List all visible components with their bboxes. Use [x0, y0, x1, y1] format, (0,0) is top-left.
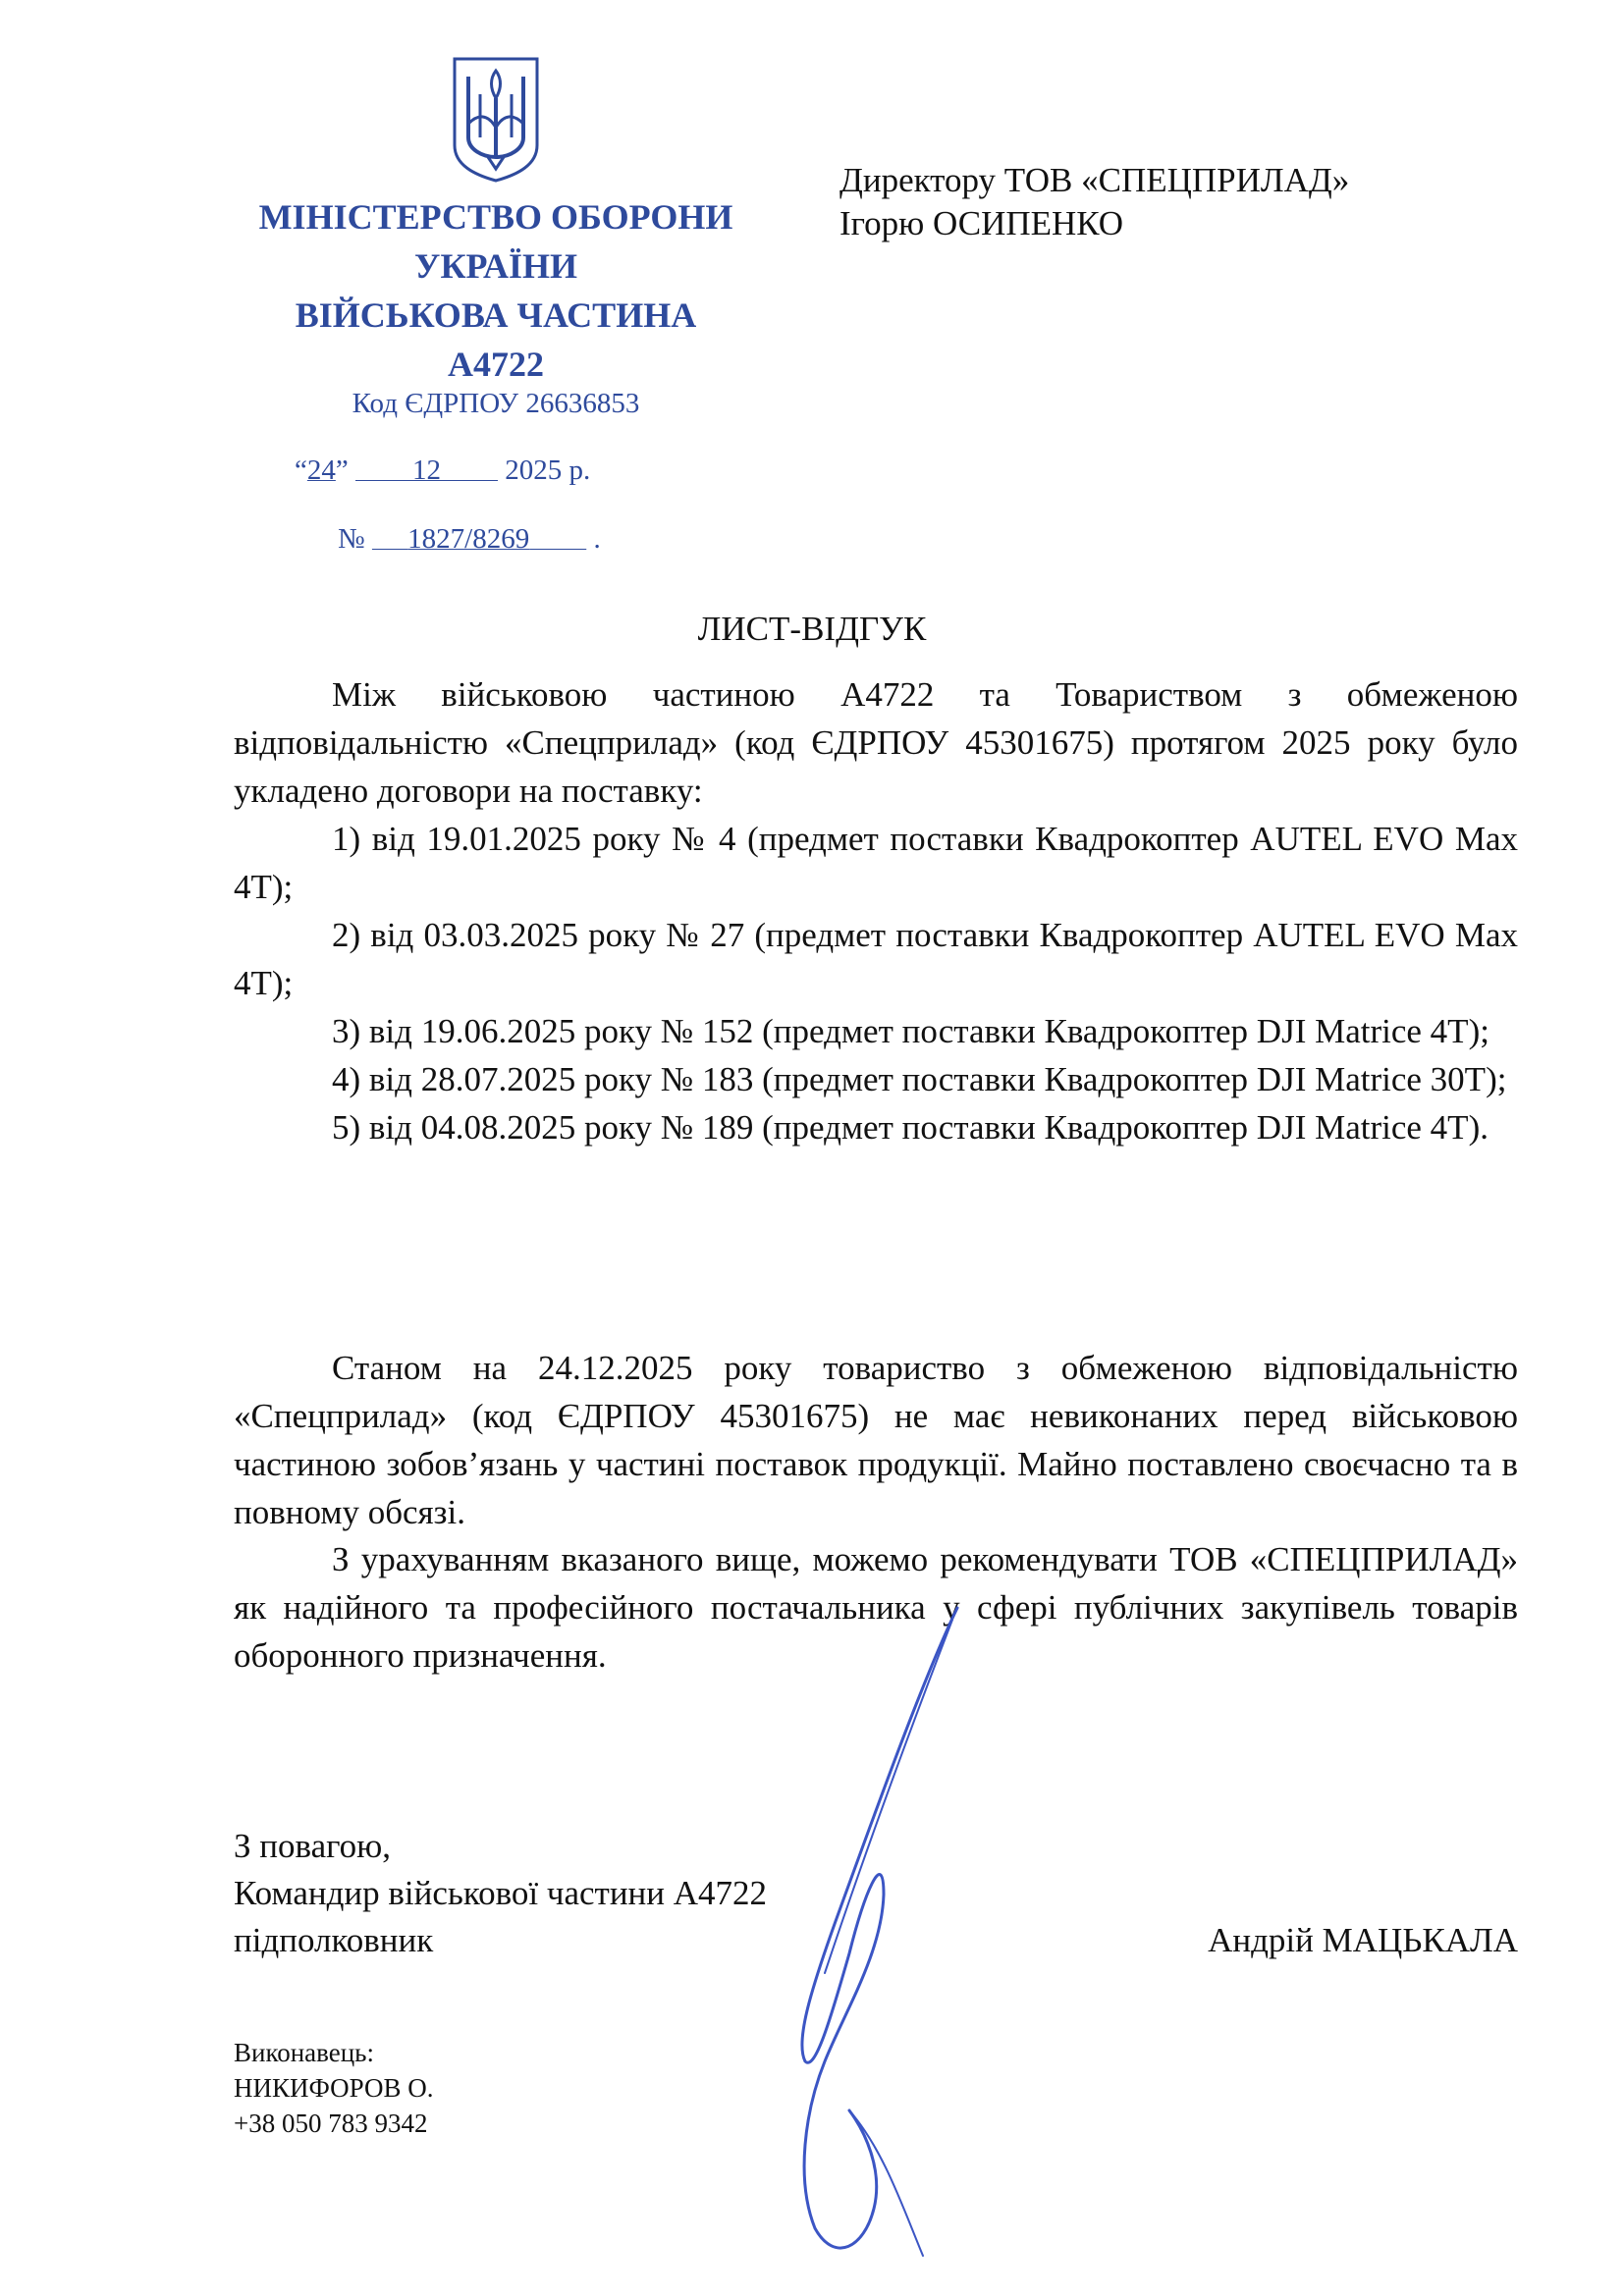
status-paragraph: Станом на 24.12.2025 року товариство з обмеженою відповідальністю «Спецприлад» (код ЄДРПОУ 45301675) не має невиконаних перед військовою частиною зобов’язань у частині поставок продукції. Майно поставлено своєчасно та в повному обсязі.	[234, 1349, 1518, 1531]
list-item: 5) від 04.08.2025 року № 189 (предмет поставки Квадрокоптер DJI Matrice 4T).	[332, 1108, 1489, 1147]
list-item: 1) від 19.01.2025 року № 4 (предмет поставки Квадрокоптер AUTEL EVO Max 4T);	[234, 820, 1518, 906]
org-edrpou-code: Код ЄДРПОУ 26636853	[352, 388, 640, 419]
handwritten-signature	[756, 1600, 972, 2268]
executor-phone: +38 050 783 9342	[234, 2109, 428, 2138]
document-title: ЛИСТ-ВІДГУК	[697, 610, 927, 648]
list-item: 2) від 03.03.2025 року № 27 (предмет поставки Квадрокоптер AUTEL EVO Max 4T);	[234, 916, 1518, 1002]
letter-number: № 1827/8269 .	[338, 523, 601, 555]
contracts-list	[234, 815, 1518, 1151]
addressee-line2: Ігорю ОСИПЕНКО	[839, 204, 1124, 242]
org-unit-line: ВІЙСЬКОВА ЧАСТИНА	[295, 295, 697, 335]
intro-paragraph: Між військовою частиною А4722 та Товариством з обмеженою відповідальністю «Спецприлад» (код ЄДРПОУ 45301675) протягом 2025 року було укладено договори на поставку:	[234, 675, 1518, 810]
number-value: 1827/8269	[407, 523, 530, 555]
signer-position: Командир військової частини А4722	[234, 1874, 768, 1912]
date-day: 24	[306, 454, 336, 486]
recommendation-paragraph: З урахуванням вказаного вище, можемо рекомендувати ТОВ «СПЕЦПРИЛАД» як надійного та професійного постачальника у сфері публічних закупівель товарів оборонного призначення.	[234, 1540, 1518, 1675]
addressee	[839, 159, 1349, 245]
signer-rank: підполковник	[234, 1921, 434, 1959]
closing-block	[234, 1823, 767, 1964]
date-month: 12	[412, 454, 441, 486]
date-year: 2025 р.	[505, 454, 591, 486]
letter-date: “24” 12 2025 р.	[295, 454, 591, 486]
org-name-line1: МІНІСТЕРСТВО ОБОРОНИ	[258, 197, 733, 237]
number-sign: №	[338, 523, 365, 555]
list-item: 4) від 28.07.2025 року № 183 (предмет поставки Квадрокоптер DJI Matrice 30T);	[332, 1060, 1507, 1098]
org-unit-number: А4722	[448, 345, 544, 384]
trident-icon	[449, 55, 543, 183]
list-item: 3) від 19.06.2025 року № 152 (предмет поставки Квадрокоптер DJI Matrice 4T);	[332, 1012, 1489, 1050]
org-name-line2: УКРАЇНИ	[414, 246, 577, 286]
closing-regards: З повагою,	[234, 1827, 391, 1865]
addressee-line1: Директору ТОВ «СПЕЦПРИЛАД»	[839, 161, 1350, 199]
executor-name: НИКИФОРОВ О.	[234, 2073, 434, 2103]
signer-name: Андрій МАЦЬКАЛА	[1208, 1921, 1518, 1959]
executor-block	[234, 2035, 434, 2141]
executor-label: Виконавець:	[234, 2038, 374, 2067]
